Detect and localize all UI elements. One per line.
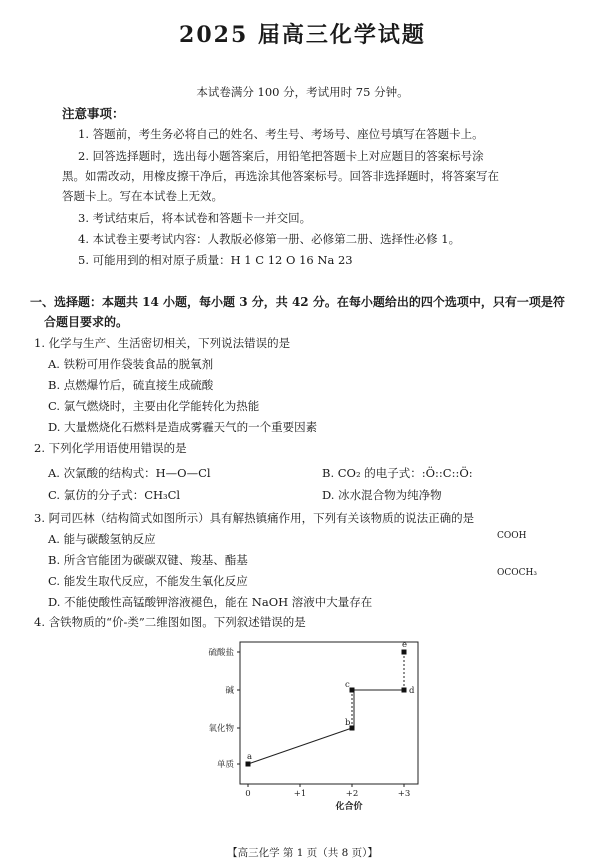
x-tick-label-3: +3 xyxy=(397,789,411,799)
notice-line-3: 黑。如需改动，用橡皮擦干净后，再选涂其他答案标号。回答非选择题时，将答案写在 xyxy=(62,169,499,183)
notice-heading: 注意事项： xyxy=(62,106,125,121)
q3-option-c: C. 能发生取代反应，不能发生氧化反应 xyxy=(48,574,248,588)
section-heading-line-2: 合题目要求的。 xyxy=(44,315,129,329)
notice-line-2: 2. 回答选择题时，选出每小题答案后，用铅笔把答题卡上对应题目的答案标号涂 xyxy=(78,149,484,163)
point-label-e: e xyxy=(402,640,408,650)
chart-frame xyxy=(240,642,418,784)
y-tick-label-3: 硫酸盐 xyxy=(208,648,234,658)
q2-option-a: A. 次氯酸的结构式：H—O—Cl xyxy=(48,466,211,480)
q4-stem: 4. 含铁物质的“价-类”二维图如图。下列叙述错误的是 xyxy=(34,615,306,629)
notice-line-5: 3. 考试结束后，将本试卷和答题卡一并交回。 xyxy=(78,211,312,225)
point-label-b: b xyxy=(345,718,351,728)
point-label-a: a xyxy=(247,752,253,762)
page-footer: 【高三化学 第 1 页（共 8 页）】 xyxy=(227,847,378,859)
y-tick-label-2: 碱 xyxy=(225,686,234,696)
notice-line-1: 1. 答题前，考生务必将自己的姓名、考生号、考场号、座位号填写在答题卡上。 xyxy=(78,127,484,141)
section-heading-line-1: 一、选择题：本题共 14 小题，每小题 3 分，共 42 分。在每小题给出的四个选项中，只有一项是符 xyxy=(30,295,565,309)
aspirin-structure-ester: OCOCH₃ xyxy=(497,568,537,578)
point-e xyxy=(402,650,407,655)
point-a xyxy=(246,762,251,767)
point-c xyxy=(350,688,355,693)
notice-line-7: 5. 可能用到的相对原子质量：H 1 C 12 O 16 Na 23 xyxy=(78,253,353,267)
q2-stem: 2. 下列化学用语使用错误的是 xyxy=(34,441,187,455)
q2-option-d: D. 冰水混合物为纯净物 xyxy=(322,488,442,502)
point-label-d: d xyxy=(409,686,415,696)
point-label-c: c xyxy=(345,680,350,690)
x-tick-label-2: +2 xyxy=(345,789,359,799)
q1-option-b: B. 点燃爆竹后，硫直接生成硫酸 xyxy=(48,378,214,392)
line-a-b xyxy=(248,728,352,764)
y-tick-label-0: 单质 xyxy=(216,760,234,770)
aspirin-structure-cooh: COOH xyxy=(497,531,527,541)
notice-line-6: 4. 本试卷主要考试内容：人教版必修第一册、必修第二册、选择性必修 1。 xyxy=(78,232,461,246)
valence-class-chart xyxy=(190,636,430,816)
q3-option-a: A. 能与碳酸氢钠反应 xyxy=(48,532,156,546)
line-step-path xyxy=(352,690,402,728)
x-axis-label: 化合价 xyxy=(335,802,363,812)
q3-stem: 3. 阿司匹林（结构简式如图所示）具有解热镇痛作用，下列有关该物质的说法正确的是 xyxy=(34,511,475,525)
q1-option-a: A. 铁粉可用作袋装食品的脱氧剂 xyxy=(48,357,214,371)
q1-option-c: C. 氯气燃烧时，主要由化学能转化为热能 xyxy=(48,399,260,413)
exam-title: 2025 届高三化学试题 xyxy=(179,22,426,48)
q3-option-b: B. 所含官能团为碳碳双键、羧基、酯基 xyxy=(48,553,248,567)
x-tick-label-0: 0 xyxy=(245,789,251,799)
q1-stem: 1. 化学与生产、生活密切相关，下列说法错误的是 xyxy=(34,336,291,350)
point-d xyxy=(402,688,407,693)
q2-option-c: C. 氯仿的分子式：CH₃Cl xyxy=(48,488,181,502)
exam-subtitle: 本试卷满分 100 分，考试用时 75 分钟。 xyxy=(196,85,409,99)
x-tick-label-1: +1 xyxy=(293,789,307,799)
q2-option-b: B. CO₂ 的电子式：:Ö::C::Ö: xyxy=(322,466,473,480)
q1-option-d: D. 大量燃烧化石燃料是造成雾霾天气的一个重要因素 xyxy=(48,420,318,434)
q3-option-d: D. 不能使酸性高锰酸钾溶液褪色，能在 NaOH 溶液中大量存在 xyxy=(48,595,373,609)
y-tick-label-1: 氧化物 xyxy=(208,724,234,734)
notice-line-4: 答题卡上。写在本试卷上无效。 xyxy=(62,189,223,203)
